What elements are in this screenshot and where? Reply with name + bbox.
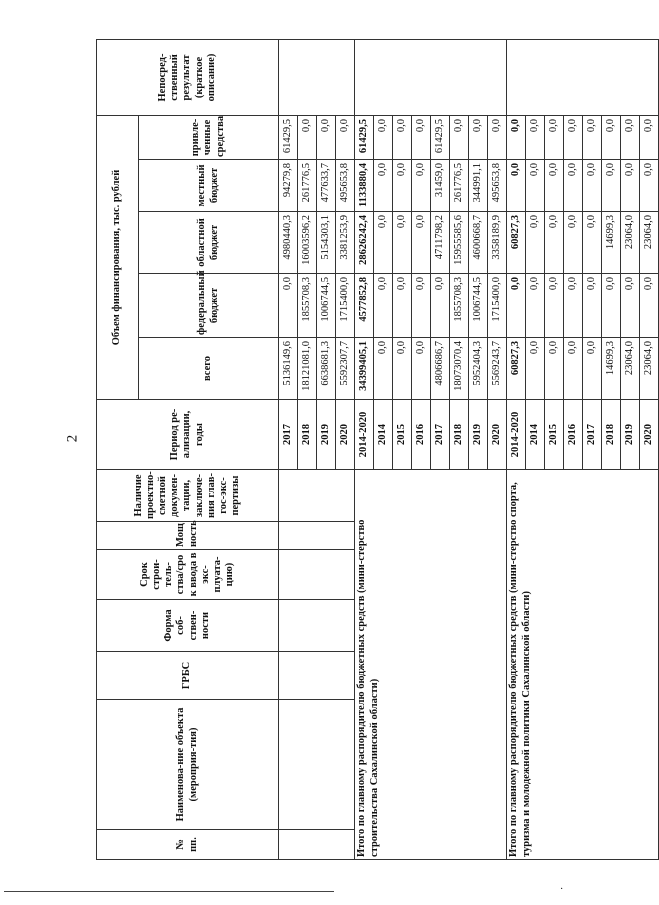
header-result: Непосред-ственный результат (краткое описание) [97,40,279,116]
attracted-cell: 0,0 [526,116,545,160]
federal-cell: 0,0 [602,274,621,338]
regional-cell: 23064,0 [621,212,640,274]
empty-cell [298,700,317,830]
empty-cell [336,652,355,700]
total-cell: 0,0 [393,338,412,400]
total-cell: 0,0 [564,338,583,400]
federal-cell: 1855708,3 [450,274,469,338]
page-number: 2 [64,434,81,443]
rotated-table-container [96,40,654,860]
local-cell: 344991,1 [469,160,488,212]
empty-cell [298,522,317,550]
attracted-cell: 61429,5 [355,116,374,160]
empty-cell [298,470,317,522]
regional-cell: 28626242,4 [355,212,374,274]
regional-cell: 4980440,3 [279,212,298,274]
regional-cell: 3358189,9 [488,212,507,274]
empty-cell [317,652,336,700]
period-cell: 2014 [374,400,393,470]
attracted-cell: 61429,5 [431,116,450,160]
period-cell: 2017 [583,400,602,470]
header-docs: Наличие проектно-сметной докумен-тации, заключе-ния глав-гос-экс-пертизы [97,470,279,522]
total-cell: 0,0 [412,338,431,400]
table-row [298,40,317,860]
federal-cell: 0,0 [279,274,298,338]
table-row [279,40,298,860]
empty-cell [298,830,317,860]
attracted-cell: 0,0 [336,116,355,160]
federal-cell: 1006744,5 [317,274,336,338]
local-cell: 0,0 [412,160,431,212]
empty-cell [317,550,336,600]
federal-cell: 0,0 [621,274,640,338]
regional-cell: 15955585,6 [450,212,469,274]
header-total: всего [139,338,279,400]
local-cell: 0,0 [393,160,412,212]
total-cell: 0,0 [583,338,602,400]
total-cell: 4806686,7 [431,338,450,400]
period-cell: 2020 [336,400,355,470]
federal-cell: 0,0 [412,274,431,338]
group-summary-row [507,40,526,860]
result-cell [317,40,336,116]
local-cell: 0,0 [640,160,659,212]
local-cell: 94279,8 [279,160,298,212]
table-header [97,40,279,860]
header-name: Наименова-ние объекта (мероприя-тия) [97,700,279,830]
local-cell: 0,0 [583,160,602,212]
header-volume: Объем финансирования, тыс. рублей [97,116,139,400]
empty-cell [279,830,298,860]
total-cell: 5592307,7 [336,338,355,400]
total-cell: 6638681,3 [317,338,336,400]
federal-cell: 0,0 [564,274,583,338]
regional-cell: 23064,0 [640,212,659,274]
attracted-cell: 0,0 [507,116,526,160]
attracted-cell: 61429,5 [279,116,298,160]
regional-cell: 0,0 [545,212,564,274]
bottom-rule [4,891,334,892]
result-cell [279,40,298,116]
federal-cell: 1855708,3 [298,274,317,338]
regional-cell: 0,0 [393,212,412,274]
empty-cell [279,522,298,550]
group-total-label: Итого по главному распорядителю бюджетных средств (мини-стерство спорта, туризма и молодежной политики Сахалинской области) [507,470,659,860]
regional-cell: 0,0 [374,212,393,274]
attracted-cell: 0,0 [583,116,602,160]
result-cell [298,40,317,116]
empty-cell [336,522,355,550]
attracted-cell: 0,0 [564,116,583,160]
empty-cell [317,700,336,830]
empty-cell [317,470,336,522]
header-period: Период ре-ализации, годы [97,400,279,470]
total-cell: 0,0 [526,338,545,400]
local-cell: 31459,0 [431,160,450,212]
empty-cell [336,700,355,830]
local-cell: 0,0 [564,160,583,212]
local-cell: 1133880,4 [355,160,374,212]
total-cell: 14699,3 [602,338,621,400]
header-num: № пп. [97,830,279,860]
attracted-cell: 0,0 [545,116,564,160]
empty-cell [336,830,355,860]
empty-cell [298,550,317,600]
empty-cell [317,830,336,860]
local-cell: 495653,8 [336,160,355,212]
period-cell: 2014-2020 [355,400,374,470]
total-cell: 0,0 [545,338,564,400]
header-attracted: привле-ченные средства [139,116,279,160]
empty-cell [317,522,336,550]
empty-cell [279,652,298,700]
empty-cell [279,550,298,600]
total-cell: 0,0 [374,338,393,400]
federal-cell: 0,0 [526,274,545,338]
header-term: Срок строи-тель-ства/сро к ввода в экс-плуата-цию) [97,550,279,600]
federal-cell: 0,0 [583,274,602,338]
local-cell: 0,0 [526,160,545,212]
header-grbs: ГРБС [97,652,279,700]
period-cell: 2014-2020 [507,400,526,470]
header-local: местный бюджет [139,160,279,212]
regional-cell: 3381253,9 [336,212,355,274]
federal-cell: 1715400,0 [336,274,355,338]
period-cell: 2017 [431,400,450,470]
period-cell: 2015 [545,400,564,470]
local-cell: 261776,5 [450,160,469,212]
attracted-cell: 0,0 [317,116,336,160]
period-cell: 2019 [621,400,640,470]
empty-cell [279,470,298,522]
attracted-cell: 0,0 [640,116,659,160]
total-cell: 18121081,0 [298,338,317,400]
period-cell: 2017 [279,400,298,470]
total-cell: 18073070,4 [450,338,469,400]
table-row [336,40,355,860]
group-total-label: Итого по главному распорядителю бюджетных средств (мини-стерство строительства Сахалинской области) [355,470,507,860]
federal-cell: 0,0 [393,274,412,338]
period-cell: 2016 [412,400,431,470]
regional-cell: 0,0 [412,212,431,274]
empty-cell [317,600,336,652]
header-regional: областной бюджет [139,212,279,274]
header-capacity: Мощ ность [97,522,279,550]
attracted-cell: 0,0 [469,116,488,160]
local-cell: 0,0 [602,160,621,212]
regional-cell: 5154303,1 [317,212,336,274]
period-cell: 2018 [450,400,469,470]
total-cell: 23064,0 [640,338,659,400]
local-cell: 261776,5 [298,160,317,212]
attracted-cell: 0,0 [374,116,393,160]
regional-cell: 0,0 [526,212,545,274]
empty-cell [298,652,317,700]
result-cell [507,40,659,116]
period-cell: 2014 [526,400,545,470]
local-cell: 495653,8 [488,160,507,212]
period-cell: 2020 [488,400,507,470]
total-cell: 60827,3 [507,338,526,400]
regional-cell: 4600668,7 [469,212,488,274]
result-cell [355,40,507,116]
period-cell: 2015 [393,400,412,470]
attracted-cell: 0,0 [450,116,469,160]
regional-cell: 4711798,2 [431,212,450,274]
period-cell: 2019 [317,400,336,470]
federal-cell: 1006744,5 [469,274,488,338]
local-cell: 477633,7 [317,160,336,212]
federal-cell: 4577852,8 [355,274,374,338]
empty-cell [336,600,355,652]
empty-cell [336,470,355,522]
period-cell: 2019 [469,400,488,470]
empty-cell [279,600,298,652]
regional-cell: 60827,3 [507,212,526,274]
regional-cell: 14699,3 [602,212,621,274]
federal-cell: 0,0 [640,274,659,338]
federal-cell: 0,0 [431,274,450,338]
attracted-cell: 0,0 [393,116,412,160]
local-cell: 0,0 [507,160,526,212]
federal-cell: 0,0 [507,274,526,338]
total-cell: 5136149,6 [279,338,298,400]
period-cell: 2018 [602,400,621,470]
period-cell: 2020 [640,400,659,470]
period-cell: 2018 [298,400,317,470]
total-cell: 5569243,7 [488,338,507,400]
local-cell: 0,0 [374,160,393,212]
bottom-mark: · [560,884,564,895]
attracted-cell: 0,0 [621,116,640,160]
header-federal: федеральный бюджет [139,274,279,338]
federal-cell: 0,0 [545,274,564,338]
regional-cell: 16003596,2 [298,212,317,274]
regional-cell: 0,0 [564,212,583,274]
total-cell: 34399405,1 [355,338,374,400]
empty-cell [279,700,298,830]
attracted-cell: 0,0 [488,116,507,160]
table-row [317,40,336,860]
empty-cell [336,550,355,600]
empty-cell [298,600,317,652]
table-body [279,40,659,860]
attracted-cell: 0,0 [298,116,317,160]
header-form: Форма соб-ствен-ности [97,600,279,652]
federal-cell: 0,0 [374,274,393,338]
local-cell: 0,0 [621,160,640,212]
period-cell: 2016 [564,400,583,470]
total-cell: 5952404,3 [469,338,488,400]
attracted-cell: 0,0 [602,116,621,160]
local-cell: 0,0 [545,160,564,212]
group-summary-row [355,40,374,860]
total-cell: 23064,0 [621,338,640,400]
result-cell [336,40,355,116]
federal-cell: 1715400,0 [488,274,507,338]
attracted-cell: 0,0 [412,116,431,160]
financing-table [96,39,659,860]
regional-cell: 0,0 [583,212,602,274]
